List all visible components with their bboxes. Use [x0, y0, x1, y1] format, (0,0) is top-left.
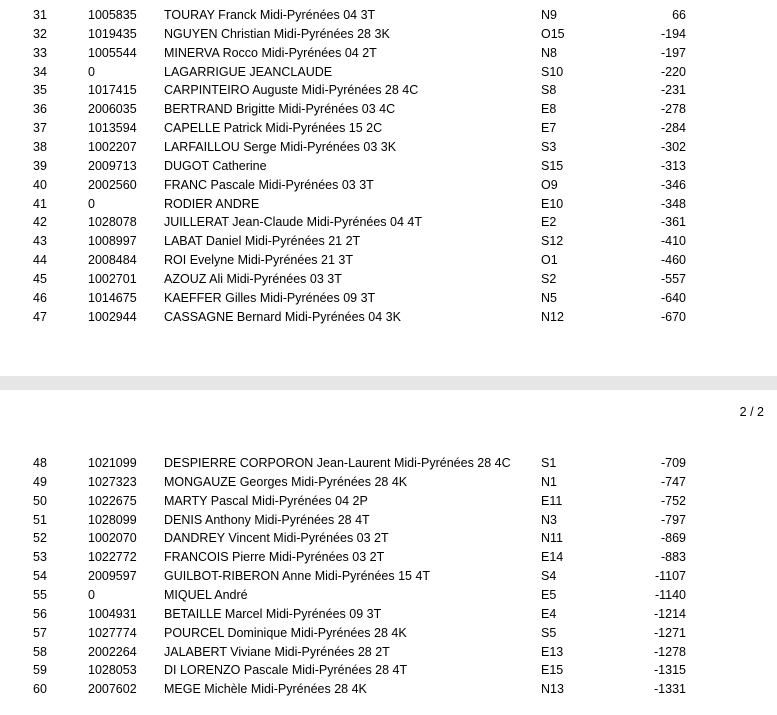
name-cell: DI LORENZO Pascale Midi-Pyrénées 28 4T — [164, 663, 408, 678]
rank-cell: 32 — [33, 26, 47, 41]
rank-cell: 57 — [33, 625, 47, 640]
score-cell: -747 — [660, 474, 686, 489]
score-cell: -313 — [660, 158, 686, 173]
name-cell: MIQUEL André — [164, 587, 248, 602]
name-cell: JUILLERAT Jean-Claude Midi-Pyrénées 04 4T — [164, 215, 422, 230]
score-cell: -1278 — [654, 644, 686, 659]
rank-cell: 52 — [33, 531, 47, 546]
name-cell: FRANCOIS Pierre Midi-Pyrénées 03 2T — [164, 550, 385, 565]
score-cell: -670 — [660, 309, 686, 324]
name-cell: POURCEL Dominique Midi-Pyrénées 28 4K — [164, 625, 407, 640]
score-cell: -1214 — [654, 606, 686, 621]
score-cell: -557 — [660, 271, 686, 286]
name-cell: RODIER ANDRE — [164, 196, 260, 211]
score-cell: -278 — [660, 102, 686, 117]
position-cell: O9 — [541, 177, 558, 192]
id-cell: 1019435 — [88, 26, 137, 41]
rank-cell: 58 — [33, 644, 47, 659]
id-cell: 2008484 — [88, 253, 137, 268]
position-cell: E8 — [541, 102, 557, 117]
rank-cell: 36 — [33, 102, 47, 117]
score-cell: -284 — [660, 121, 686, 136]
score-cell: -348 — [660, 196, 686, 211]
id-cell: 2002560 — [88, 177, 137, 192]
table-row — [0, 473, 777, 492]
rank-cell: 40 — [33, 177, 47, 192]
page-number: 2 / 2 — [739, 405, 764, 419]
position-cell: S3 — [541, 139, 557, 154]
id-cell: 1027774 — [88, 625, 137, 640]
table-row — [0, 6, 777, 25]
position-cell: S15 — [541, 158, 564, 173]
position-cell: E14 — [541, 550, 564, 565]
table-row — [0, 232, 777, 251]
position-cell: S1 — [541, 456, 557, 470]
score-cell: -410 — [660, 234, 686, 249]
name-cell: MONGAUZE Georges Midi-Pyrénées 28 4K — [164, 474, 408, 489]
table-row — [0, 195, 777, 214]
score-cell: -797 — [660, 512, 686, 527]
position-cell: S8 — [541, 83, 557, 98]
id-cell: 0 — [88, 587, 95, 602]
table-row — [0, 119, 777, 138]
rank-cell: 39 — [33, 158, 47, 173]
name-cell: LAGARRIGUE JEANCLAUDE — [164, 64, 333, 79]
rank-cell: 60 — [33, 682, 47, 697]
rank-cell: 42 — [33, 215, 47, 230]
id-cell: 1002070 — [88, 531, 137, 546]
position-cell: N13 — [541, 682, 564, 697]
name-cell: DANDREY Vincent Midi-Pyrénées 03 2T — [164, 531, 389, 546]
table-row — [0, 25, 777, 44]
name-cell: CAPELLE Patrick Midi-Pyrénées 15 2C — [164, 121, 383, 136]
score-cell: -1315 — [654, 663, 686, 678]
position-cell: E13 — [541, 644, 564, 659]
score-cell: -1140 — [654, 587, 686, 602]
table-row — [0, 605, 777, 624]
position-cell: E10 — [541, 196, 564, 211]
table-row — [0, 643, 777, 662]
name-cell: NGUYEN Christian Midi-Pyrénées 28 3K — [164, 26, 390, 41]
position-cell: E5 — [541, 587, 557, 602]
position-cell: E15 — [541, 663, 564, 678]
table-row — [0, 251, 777, 270]
rank-cell: 41 — [33, 196, 47, 211]
position-cell: N3 — [541, 512, 557, 527]
id-cell: 1002207 — [88, 139, 137, 154]
id-cell: 1005835 — [88, 8, 137, 22]
position-cell: S12 — [541, 234, 564, 249]
name-cell: BERTRAND Brigitte Midi-Pyrénées 03 4C — [164, 102, 396, 117]
id-cell: 1008997 — [88, 234, 137, 249]
name-cell: GUILBOT-RIBERON Anne Midi-Pyrénées 15 4T — [164, 569, 431, 584]
score-cell: 66 — [672, 8, 686, 22]
name-cell: JALABERT Viviane Midi-Pyrénées 28 2T — [164, 644, 390, 659]
rank-cell: 43 — [33, 234, 47, 249]
rank-cell: 53 — [33, 550, 47, 565]
table-row — [0, 567, 777, 586]
rank-cell: 46 — [33, 290, 47, 305]
name-cell: DENIS Anthony Midi-Pyrénées 28 4T — [164, 512, 370, 527]
id-cell: 1022772 — [88, 550, 137, 565]
rank-cell: 47 — [33, 309, 47, 324]
id-cell: 1028053 — [88, 663, 137, 678]
id-cell: 1022675 — [88, 493, 137, 508]
table-row — [0, 157, 777, 176]
id-cell: 1002701 — [88, 271, 137, 286]
document-page-2 — [0, 390, 777, 715]
score-cell: -231 — [660, 83, 686, 98]
table-row — [0, 586, 777, 605]
table-row — [0, 176, 777, 195]
id-cell: 0 — [88, 196, 95, 211]
name-cell: KAEFFER Gilles Midi-Pyrénées 09 3T — [164, 290, 376, 305]
position-cell: E7 — [541, 121, 557, 136]
name-cell: FRANC Pascale Midi-Pyrénées 03 3T — [164, 177, 374, 192]
rank-cell: 50 — [33, 493, 47, 508]
score-cell: -302 — [660, 139, 686, 154]
id-cell: 1013594 — [88, 121, 137, 136]
name-cell: DUGOT Catherine — [164, 158, 267, 173]
score-cell: -869 — [660, 531, 686, 546]
rank-cell: 31 — [33, 8, 47, 22]
table-row — [0, 63, 777, 82]
score-cell: -346 — [660, 177, 686, 192]
position-cell: N12 — [541, 309, 564, 324]
position-cell: E11 — [541, 493, 563, 508]
rank-cell: 59 — [33, 663, 47, 678]
score-cell: -361 — [660, 215, 686, 230]
page-separator — [0, 376, 777, 390]
position-cell: O1 — [541, 253, 558, 268]
position-cell: S10 — [541, 64, 564, 79]
score-cell: -1271 — [654, 625, 686, 640]
score-cell: -1107 — [654, 569, 686, 584]
table-row — [0, 492, 777, 511]
score-cell: -709 — [660, 456, 686, 470]
table-row — [0, 81, 777, 100]
rank-cell: 55 — [33, 587, 47, 602]
name-cell: LARFAILLOU Serge Midi-Pyrénées 03 3K — [164, 139, 397, 154]
score-cell: -197 — [660, 45, 686, 60]
position-cell: N8 — [541, 45, 557, 60]
name-cell: BETAILLE Marcel Midi-Pyrénées 09 3T — [164, 606, 382, 621]
position-cell: S5 — [541, 625, 557, 640]
table-row — [0, 680, 777, 699]
score-cell: -194 — [660, 26, 686, 41]
rank-cell: 35 — [33, 83, 47, 98]
name-cell: CARPINTEIRO Auguste Midi-Pyrénées 28 4C — [164, 83, 419, 98]
score-cell: -883 — [660, 550, 686, 565]
rank-cell: 37 — [33, 121, 47, 136]
name-cell: TOURAY Franck Midi-Pyrénées 04 3T — [164, 8, 376, 22]
rank-cell: 45 — [33, 271, 47, 286]
rank-cell: 51 — [33, 512, 47, 527]
position-cell: N9 — [541, 8, 557, 22]
name-cell: CASSAGNE Bernard Midi-Pyrénées 04 3K — [164, 309, 401, 324]
rank-cell: 33 — [33, 45, 47, 60]
table-row — [0, 529, 777, 548]
name-cell: DESPIERRE CORPORON Jean-Laurent Midi-Pyrénées 28 4C — [164, 456, 511, 470]
score-cell: -460 — [660, 253, 686, 268]
rank-cell: 54 — [33, 569, 47, 584]
table-row — [0, 624, 777, 643]
name-cell: ROI Evelyne Midi-Pyrénées 21 3T — [164, 253, 353, 268]
name-cell: MINERVA Rocco Midi-Pyrénées 04 2T — [164, 45, 377, 60]
position-cell: N11 — [541, 531, 564, 546]
id-cell: 2002264 — [88, 644, 137, 659]
name-cell: MEGE Michèle Midi-Pyrénées 28 4K — [164, 682, 367, 697]
table-row — [0, 44, 777, 63]
table-row — [0, 548, 777, 567]
table-row — [0, 511, 777, 530]
table-row — [0, 289, 777, 308]
position-cell: E4 — [541, 606, 557, 621]
rank-cell: 38 — [33, 139, 47, 154]
id-cell: 1005544 — [88, 45, 137, 60]
table-row — [0, 308, 777, 327]
rank-cell: 34 — [33, 64, 47, 79]
id-cell: 2007602 — [88, 682, 137, 697]
score-cell: -752 — [660, 493, 686, 508]
table-row — [0, 270, 777, 289]
rank-cell: 44 — [33, 253, 47, 268]
table-row — [0, 100, 777, 119]
score-cell: -220 — [660, 64, 686, 79]
rank-cell: 48 — [33, 456, 47, 470]
id-cell: 1002944 — [88, 309, 137, 324]
table-row — [0, 454, 777, 473]
position-cell: E2 — [541, 215, 557, 230]
table-row — [0, 213, 777, 232]
position-cell: O15 — [541, 26, 565, 41]
table-row — [0, 661, 777, 680]
id-cell: 1028078 — [88, 215, 137, 230]
position-cell: N5 — [541, 290, 557, 305]
name-cell: MARTY Pascal Midi-Pyrénées 04 2P — [164, 493, 368, 508]
id-cell: 0 — [88, 64, 95, 79]
id-cell: 1014675 — [88, 290, 137, 305]
position-cell: S2 — [541, 271, 557, 286]
score-cell: -1331 — [654, 682, 686, 697]
table-row — [0, 138, 777, 157]
id-cell: 2009597 — [88, 569, 137, 584]
rank-cell: 49 — [33, 474, 47, 489]
name-cell: AZOUZ Ali Midi-Pyrénées 03 3T — [164, 271, 342, 286]
id-cell: 2009713 — [88, 158, 137, 173]
id-cell: 1004931 — [88, 606, 137, 621]
position-cell: N1 — [541, 474, 557, 489]
rank-cell: 56 — [33, 606, 47, 621]
name-cell: LABAT Daniel Midi-Pyrénées 21 2T — [164, 234, 361, 249]
id-cell: 1028099 — [88, 512, 137, 527]
score-cell: -640 — [660, 290, 686, 305]
id-cell: 1027323 — [88, 474, 137, 489]
id-cell: 2006035 — [88, 102, 137, 117]
position-cell: S4 — [541, 569, 557, 584]
id-cell: 1017415 — [88, 83, 137, 98]
id-cell: 1021099 — [88, 456, 137, 470]
